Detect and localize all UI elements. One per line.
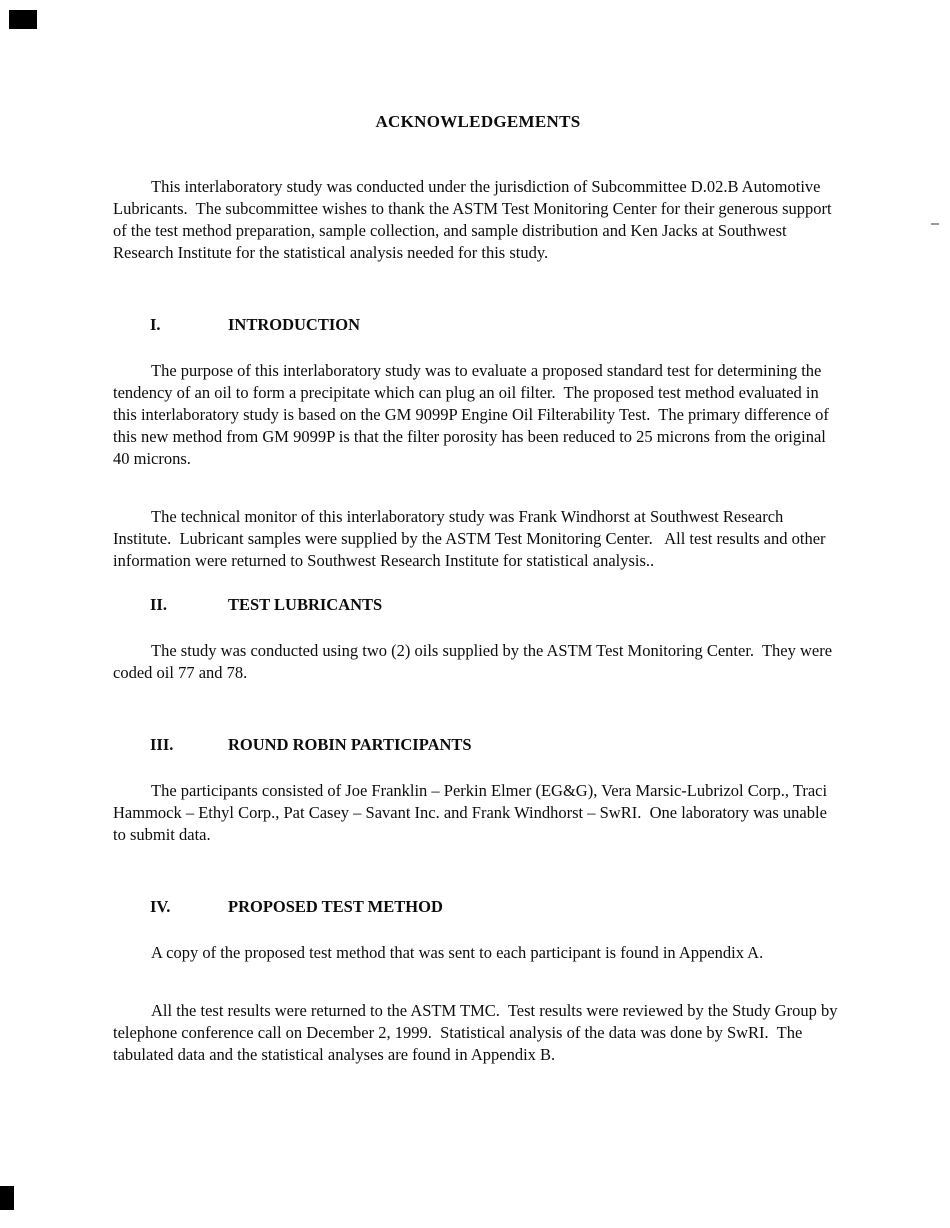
scan-artifact-right-dash <box>931 223 939 225</box>
section-number: I. <box>150 315 161 334</box>
section-round-robin-participants <box>113 734 843 846</box>
section-heading <box>113 594 843 616</box>
paragraph: The study was conducted using two (2) oils supplied by the ASTM Test Monitoring Center. They were coded oil 77 and 78. <box>113 641 837 682</box>
scan-artifact-bottom-left <box>0 1186 14 1210</box>
section-proposed-test-method <box>113 896 843 1066</box>
section-number: IV. <box>150 897 171 916</box>
section-number: III. <box>150 735 174 754</box>
document-title: ACKNOWLEDGEMENTS <box>375 112 581 131</box>
paragraph: The participants consisted of Joe Franklin – Perkin Elmer (EG&G), Vera Marsic-Lubrizol Corp., Traci Hammock – Ethyl Corp., Pat Casey – Savant Inc. and Frank Windhorst – SwRI. One laboratory was unable to submit data. <box>113 781 832 844</box>
section-heading-label: ROUND ROBIN PARTICIPANTS <box>228 735 472 754</box>
paragraph: The technical monitor of this interlaboratory study was Frank Windhorst at Southwest Research Institute. Lubricant samples were supplied by the ASTM Test Monitoring Center. All test results and other information were returned to Southwest Research Institute for statistical analysis.. <box>113 507 830 570</box>
section-test-lubricants <box>113 594 843 684</box>
section-heading <box>113 314 843 336</box>
section-heading-label: INTRODUCTION <box>228 315 361 334</box>
paragraph: A copy of the proposed test method that was sent to each participant is found in Appendix A. <box>151 943 764 962</box>
section-number: II. <box>150 595 167 614</box>
paragraph: The purpose of this interlaboratory study was to evaluate a proposed standard test for determining the tendency of an oil to form a precipitate which can plug an oil filter. The proposed test method evaluated in this interlaboratory study is based on the GM 9099P Engine Oil Filterability Test. The primary difference of this new method from GM 9099P is that the filter porosity has been reduced to 25 microns from the original 40 microns. <box>113 361 833 468</box>
section-heading <box>113 734 843 756</box>
section-heading <box>113 896 843 918</box>
acknowledgements-paragraph: This interlaboratory study was conducted under the jurisdiction of Subcommittee D.02.B Automotive Lubricants. The subcommittee wishes to thank the ASTM Test Monitoring Center for their generous support of the test method preparation, sample collection, and sample distribution and Ken Jacks at Southwest Research Institute for the statistical analysis needed for this study. <box>113 177 836 262</box>
section-heading-label: TEST LUBRICANTS <box>228 595 383 614</box>
paragraph: All the test results were returned to the ASTM TMC. Test results were reviewed by the Study Group by telephone conference call on December 2, 1999. Statistical analysis of the data was done by SwRI. The tabulated data and the statistical analyses are found in Appendix B. <box>113 1001 842 1064</box>
document-content <box>113 0 843 1088</box>
scan-artifact-top-left <box>9 10 37 29</box>
section-introduction <box>113 314 843 572</box>
section-heading-label: PROPOSED TEST METHOD <box>228 897 443 916</box>
